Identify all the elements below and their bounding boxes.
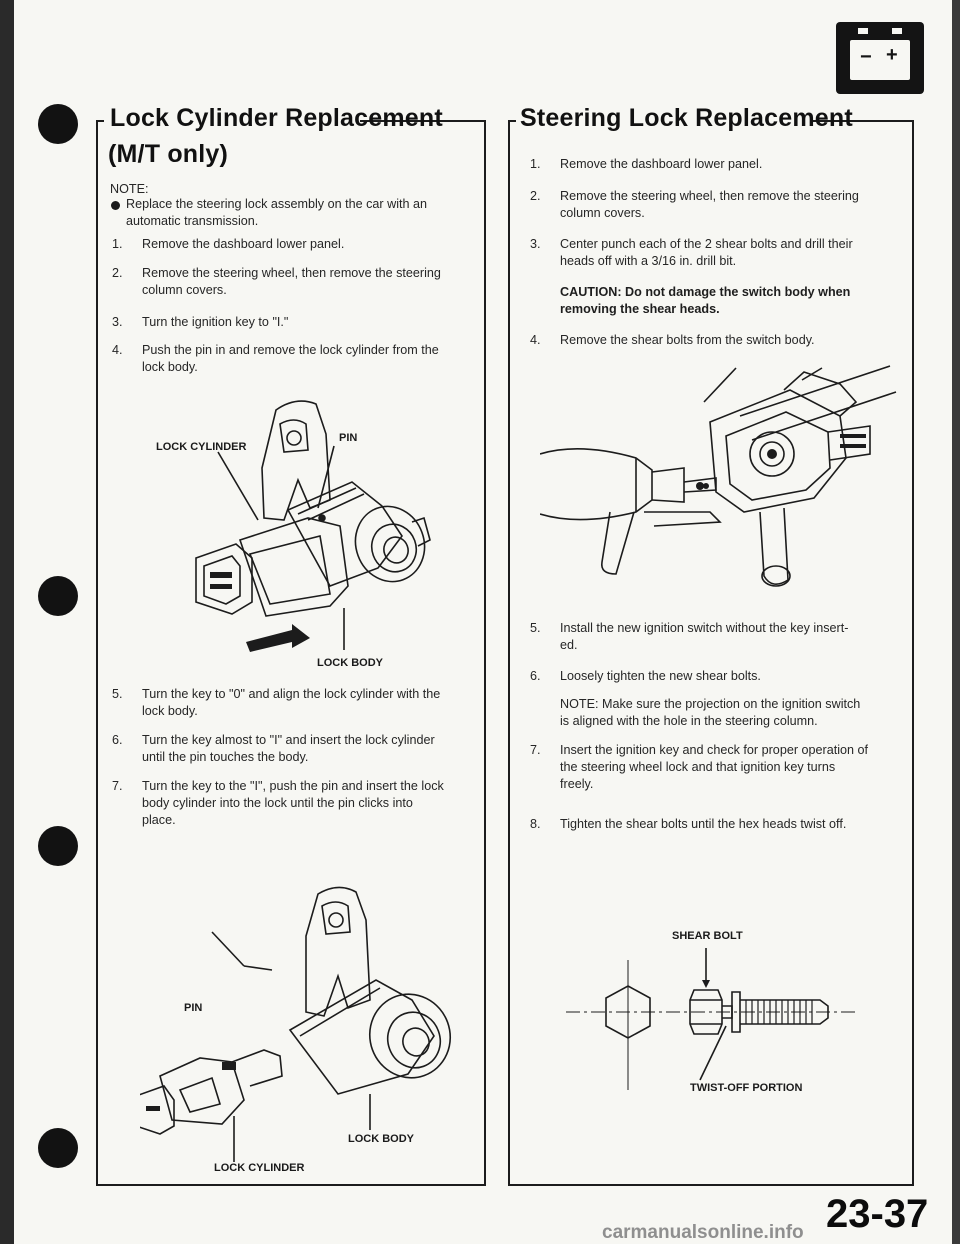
label-twist-off-portion: TWIST-OFF PORTION [690, 1082, 803, 1094]
left-note-text: Replace the steering lock assembly on the car with an automatic transmission. [126, 197, 428, 228]
scan-edge-left [0, 0, 14, 1244]
binder-hole-2 [38, 576, 78, 616]
shear-bolt-drawing [556, 940, 876, 1100]
watermark: carmanualsonline.info [602, 1222, 804, 1243]
note-bullet [111, 201, 120, 210]
right-step-3: 3. Center punch each of the 2 shear bolts and drill their heads off with a 3/16 in. drill bit. [530, 237, 853, 268]
left-note-label: NOTE: [110, 182, 149, 196]
lock-cylinder-drawing [180, 390, 440, 680]
lock-cylinder-removal-figure [180, 390, 440, 680]
right-step-7: 7. Insert the ignition key and check for proper operation of the steering wheel lock and that ignition key turns freely. [530, 743, 869, 791]
label-lock-body-2: LOCK BODY [348, 1133, 414, 1145]
lock-cylinder-subtitle: (M/T only) [108, 140, 229, 168]
steering-lock-title: Steering Lock Replacement [520, 104, 853, 132]
label-pin-2: PIN [184, 1002, 203, 1014]
label-shear-bolt: SHEAR BOLT [672, 930, 743, 942]
shear-bolt-removal-figure [540, 362, 900, 602]
ignition-switch-note: NOTE: Make sure the projection on the ignition switch is aligned with the hole in the steering column. [560, 697, 861, 728]
left-step-4: 4. Push the pin in and remove the lock cylinder from the lock body. [112, 343, 439, 374]
label-lock-cylinder-1: LOCK CYLINDER [156, 441, 247, 453]
shear-bolt-figure [556, 940, 876, 1100]
label-pin-1: PIN [339, 432, 358, 444]
caution-note: CAUTION: Do not damage the switch body when removing the shear heads. [560, 285, 851, 316]
lock-cylinder-title: Lock Cylinder Replacement [110, 104, 443, 132]
left-step-7: 7. Turn the key to the "I", push the pin and insert the lock body cylinder into the lock until the pin clicks into place. [112, 779, 444, 827]
battery-icon [836, 22, 924, 94]
binder-hole-4 [38, 1128, 78, 1168]
page-number: 23-37 [826, 1192, 929, 1236]
binder-hole-1 [38, 104, 78, 144]
right-step-5: 5. Install the new ignition switch without the key insert- ed. [530, 621, 849, 652]
lock-cylinder-installation-figure [140, 880, 470, 1170]
lock-cylinder-install-drawing [140, 880, 470, 1170]
scan-edge-right [952, 0, 960, 1244]
label-lock-cylinder-2: LOCK CYLINDER [214, 1162, 305, 1174]
battery-plus-sign: + [886, 44, 898, 66]
drill-and-switch-drawing [540, 362, 900, 602]
left-step-5: 5. Turn the key to "0" and align the lock cylinder with the lock body. [112, 687, 441, 718]
binder-hole-3 [38, 826, 78, 866]
right-step-2: 2. Remove the steering wheel, then remove the steering column covers. [530, 189, 859, 220]
label-lock-body-1: LOCK BODY [317, 657, 383, 669]
left-step-6: 6. Turn the key almost to "I" and insert the lock cylinder until the pin touches the body. [112, 733, 435, 764]
left-step-2: 2. Remove the steering wheel, then remove the steering column covers. [112, 266, 441, 297]
battery-minus-sign: − [860, 46, 872, 68]
